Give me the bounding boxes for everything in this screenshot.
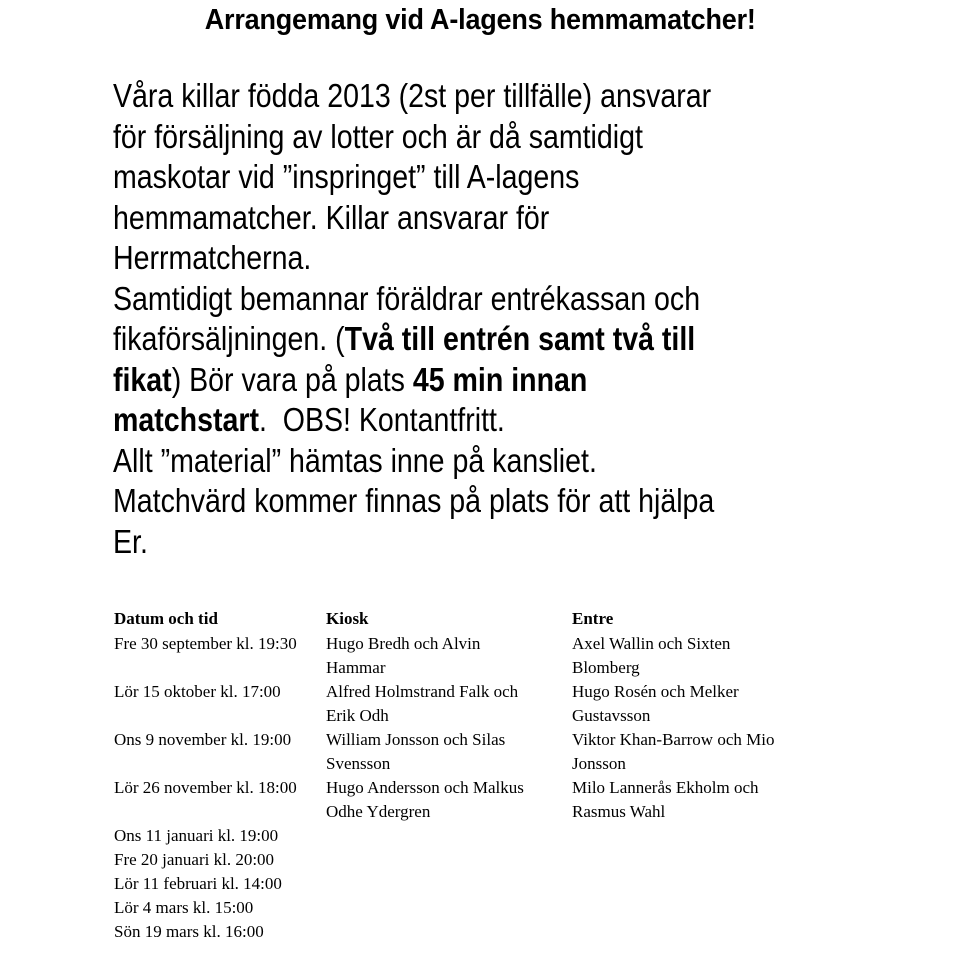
paragraph-line [113,400,770,441]
cell-entre [572,848,812,872]
schedule-row [114,728,812,776]
cell-kiosk [326,680,572,728]
cell-kiosk-line: Hugo Bredh och Alvin [326,634,481,653]
cell-kiosk-line: Erik Odh [326,706,389,725]
paragraph-line [113,522,770,563]
cell-entre-line: Axel Wallin och Sixten [572,634,731,653]
cell-kiosk [326,872,572,896]
cell-entre [572,920,812,944]
cell-entre [572,776,812,824]
schedule-row [114,632,812,680]
cell-kiosk-line: Hugo Andersson och Malkus [326,778,524,797]
schedule-row [114,920,812,944]
cell-entre [572,632,812,680]
paragraph-line [113,198,770,239]
schedule-row [114,824,812,848]
schedule-row [114,896,812,920]
cell-date: Lör 26 november kl. 18:00 [114,778,297,797]
text-segment: för försäljning av lotter och är då samtidigt [113,117,643,155]
cell-entre [572,824,812,848]
cell-kiosk-line: Hammar [326,658,386,677]
cell-kiosk [326,920,572,944]
text-segment: Våra killar födda 2013 (2st per tillfälle) ansvarar [113,77,712,114]
schedule-row [114,680,812,728]
cell-date: Lör 11 februari kl. 14:00 [114,874,282,893]
cell-entre-line: Viktor Khan-Barrow och Mio [572,730,775,749]
cell-kiosk [326,728,572,776]
schedule-rows [114,632,812,944]
cell-entre-line: Rasmus Wahl [572,802,666,821]
info-paragraph [113,76,873,562]
cell-entre [572,896,812,920]
paragraph-line [113,157,770,198]
schedule-header-row [114,606,812,631]
paragraph-line [113,319,770,360]
header-kiosk: Kiosk [326,609,369,628]
schedule-row [114,872,812,896]
cell-date: Fre 20 januari kl. 20:00 [114,850,275,869]
cell-entre [572,680,812,728]
cell-kiosk [326,848,572,872]
paragraph-line [113,76,770,117]
cell-kiosk [326,776,572,824]
cell-entre-line: Hugo Rosén och Melker [572,682,739,701]
cell-kiosk-line: William Jonsson och Silas [326,730,506,749]
paragraph-line [113,441,770,482]
schedule-row [114,848,812,872]
text-segment: hemmamatcher. Killar ansvarar för [113,198,550,236]
cell-kiosk [326,896,572,920]
bold-text: Två till entrén samt två till [344,320,696,357]
bold-text: matchstart [113,401,259,438]
page-title [0,4,960,37]
paragraph-line [113,117,770,158]
cell-kiosk-line: Odhe Ydergren [326,802,431,821]
cell-date: Fre 30 september kl. 19:30 [114,634,297,653]
text-segment: fikaförsäljningen. ( [113,320,345,357]
cell-kiosk-line: Alfred Holmstrand Falk och [326,682,519,701]
text-segment: Er. [113,522,148,560]
cell-date: Ons 9 november kl. 19:00 [114,730,292,749]
cell-entre [572,872,812,896]
cell-kiosk-line: Svensson [326,754,391,773]
cell-entre-line: Gustavsson [572,706,651,725]
cell-entre-line: Blomberg [572,658,640,677]
text-segment: ) Bör vara på plats [171,360,413,398]
cell-kiosk [326,824,572,848]
text-segment: maskotar vid ”inspringet” till A-lagens [113,158,580,195]
text-segment: Allt ”material” hämtas inne på kansliet. [113,441,597,479]
header-date: Datum och tid [114,609,218,628]
cell-entre-line: Jonsson [572,754,626,773]
cell-date: Ons 11 januari kl. 19:00 [114,826,279,845]
paragraph-line [113,360,770,401]
header-entre: Entre [572,609,614,628]
cell-kiosk [326,632,572,680]
text-segment: Herrmatcherna. [113,239,312,276]
text-segment: Samtidigt bemannar föräldrar entrékassan och [113,279,701,317]
schedule-table [114,606,812,944]
schedule-row [114,776,812,824]
cell-date: Lör 15 oktober kl. 17:00 [114,682,281,701]
cell-entre [572,728,812,776]
paragraph-line [113,279,770,320]
page-title-text: Arrangemang vid A-lagens hemmamatcher! [204,4,756,36]
text-segment: Matchvärd kommer finnas på plats för att hjälpa [113,482,715,519]
cell-date: Sön 19 mars kl. 16:00 [114,922,264,941]
bold-text: 45 min innan [412,360,588,398]
paragraph-line [113,238,770,279]
cell-entre-line: Milo Lannerås Ekholm och [572,778,759,797]
cell-date: Lör 4 mars kl. 15:00 [114,898,254,917]
paragraph-line [113,481,770,522]
text-segment: . OBS! Kontantfritt. [258,401,505,438]
bold-text: fikat [113,360,172,398]
